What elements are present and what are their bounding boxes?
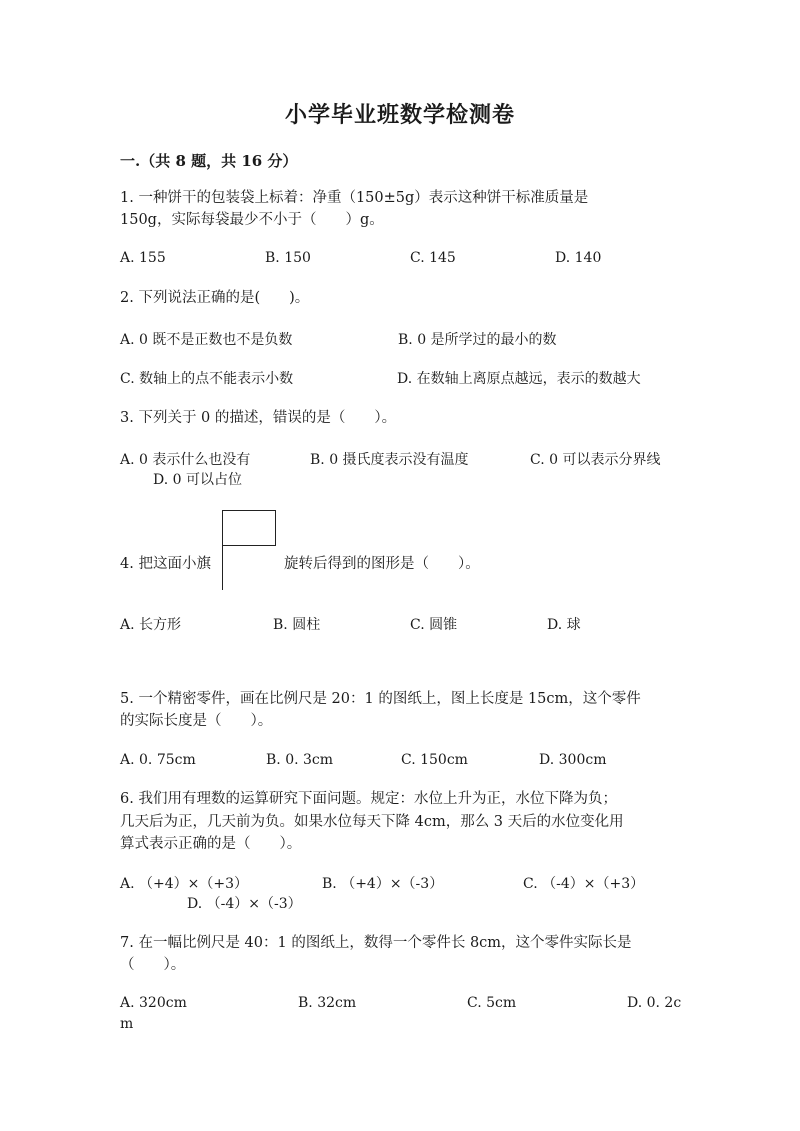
question-3-option-b: B. 0 摄氏度表示没有温度: [310, 452, 469, 468]
question-7-option-a: A. 320cm: [120, 995, 187, 1011]
question-3-option-c: C. 0 可以表示分界线: [530, 452, 661, 468]
question-6-option-c: C. （-4）×（+3）: [523, 876, 645, 892]
question-5-option-c: C. 150cm: [401, 752, 468, 768]
question-5-option-b: B. 0. 3cm: [266, 752, 334, 768]
question-4-option-c: C. 圆锥: [410, 617, 458, 633]
question-4-text-before: 4. 把这面小旗: [120, 556, 211, 572]
question-7-option-c: C. 5cm: [467, 995, 517, 1011]
question-5-option-d: D. 300cm: [539, 752, 607, 768]
question-2-option-c: C. 数轴上的点不能表示小数: [120, 371, 294, 387]
question-1-line-1: 1. 一种饼干的包装袋上标着：净重（150±5g）表示这种饼干标准质量是: [120, 190, 589, 206]
question-6-line-1: 6. 我们用有理数的运算研究下面问题。规定：水位上升为正，水位下降为负；: [120, 791, 617, 807]
flag-rectangle: [222, 510, 276, 546]
question-1-option-b: B. 150: [265, 250, 311, 266]
question-7-line-2: （ ）。: [120, 957, 186, 973]
question-6-line-3: 算式表示正确的是（ ）。: [120, 836, 302, 852]
question-1-option-c: C. 145: [410, 250, 456, 266]
question-3-option-d: D. 0 可以占位: [153, 472, 242, 488]
question-5-option-a: A. 0. 75cm: [120, 752, 196, 768]
question-2-option-a: A. 0 既不是正数也不是负数: [120, 332, 293, 348]
question-6-option-b: B. （+4）×（-3）: [322, 876, 444, 892]
question-7-option-d: D. 0. 2c: [627, 995, 682, 1011]
question-4-text-after: 旋转后得到的图形是（ ）。: [284, 556, 480, 572]
question-6-option-d: D. （-4）×（-3）: [187, 896, 302, 912]
question-1-option-d: D. 140: [555, 250, 602, 266]
question-3-option-a: A. 0 表示什么也没有: [120, 452, 251, 468]
question-4-option-b: B. 圆柱: [273, 617, 321, 633]
question-5-line-1: 5. 一个精密零件，画在比例尺是 20：1 的图纸上，图上长度是 15cm，这个零件: [120, 691, 641, 707]
page-title: 小学毕业班数学检测卷: [284, 102, 515, 128]
question-5-line-2: 的实际长度是（ ）。: [120, 713, 273, 729]
question-2-option-d: D. 在数轴上离原点越远，表示的数越大: [397, 371, 641, 387]
question-2-line-1: 2. 下列说法正确的是( )。: [120, 290, 310, 306]
question-4-option-d: D. 球: [547, 617, 581, 633]
question-1-option-a: A. 155: [120, 250, 166, 266]
question-7-option-b: B. 32cm: [298, 995, 357, 1011]
question-6-line-2: 几天后为正，几天前为负。如果水位每天下降 4cm，那么 3 天后的水位变化用: [120, 814, 624, 830]
question-2-option-b: B. 0 是所学过的最小的数: [398, 332, 557, 348]
question-7-line-1: 7. 在一幅比例尺是 40：1 的图纸上，数得一个零件长 8cm，这个零件实际长是: [120, 935, 632, 951]
question-4-option-a: A. 长方形: [120, 617, 182, 633]
question-1-line-2: 150g，实际每袋最少不小于（ ）g。: [120, 212, 384, 228]
question-7-option-d-wrap: m: [120, 1016, 134, 1032]
question-3-line-1: 3. 下列关于 0 的描述，错误的是（ ）。: [120, 410, 397, 426]
section-heading: 一.（共 8 题，共 16 分）: [120, 152, 298, 170]
question-6-option-a: A. （+4）×（+3）: [120, 876, 249, 892]
